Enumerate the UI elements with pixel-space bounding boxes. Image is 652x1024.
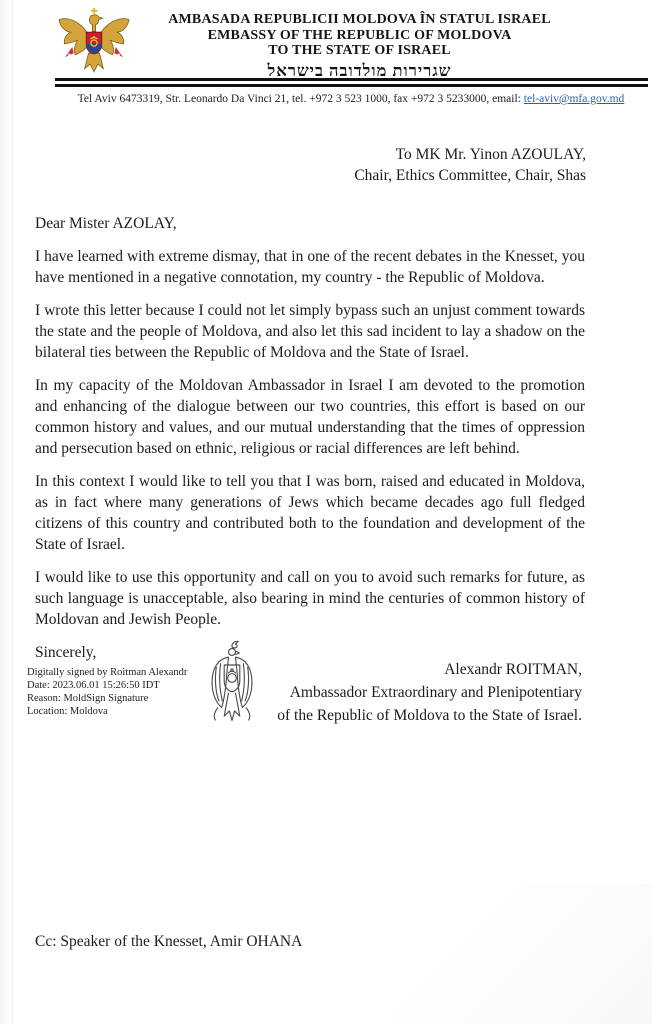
signature-title-1: Ambassador Extraordinary and Plenipotentiary: [289, 684, 582, 701]
body-paragraph: I wrote this letter because I could not let simply bypass such an unjust comment towards the state and the people of Moldova, and also let this sad incident to lay a shadow on the bilateral ties between the Republic of Moldova and the State of Israel.: [35, 302, 585, 361]
recipient-block: [354, 144, 586, 186]
scan-edge: [0, 0, 13, 1024]
body-paragraph: In my capacity of the Moldovan Ambassador in Israel I am devoted to the promotion and enhancing of the dialogue between our two countries, this effort is based on our common history and values, and our mutual understanding that the times of oppression and persecution based on ethnic, religious or racial differences are left behind.: [35, 377, 585, 457]
scan-tint: [392, 884, 652, 1024]
digsig-line-2: Date: 2023.06.01 15:26:50 IDT: [27, 680, 160, 691]
signature-name: Alexandr ROITMAN,: [444, 661, 582, 678]
signature-title-2: of the Republic of Moldova to the State of Israel.: [277, 707, 582, 724]
body-paragraph: I would like to use this opportunity and call on you to avoid such remarks for future, as such language is unacceptable, also bearing in mind the centuries of common history of Moldovan and Jewish People.: [35, 569, 585, 628]
email-link[interactable]: tel-aviv@mfa.gov.md: [523, 93, 625, 105]
header-line-en2: TO THE STATE OF ISRAEL: [268, 43, 451, 58]
closing: Sincerely,: [35, 644, 97, 661]
digsig-line-4: Location: Moldova: [27, 706, 108, 717]
contact-line: [58, 92, 644, 106]
header-line-hebrew: שגרירות מולדובה בישראל: [267, 60, 452, 80]
cc-line: Cc: Speaker of the Knesset, Amir OHANA: [35, 933, 303, 950]
body-paragraph: I have learned with extreme dismay, that in one of the recent debates in the Knesset, you have mentioned in a negative connotation, my country - the Republic of Moldova.: [35, 248, 585, 286]
digsig-line-1: Digitally signed by Roitman Alexandr: [27, 667, 188, 678]
recipient-line-1: To MK Mr. Yinon AZOULAY,: [395, 146, 586, 163]
letter-body: [35, 213, 585, 675]
double-rule: [55, 78, 648, 87]
signature-block: [277, 658, 582, 727]
digital-signature-block: [27, 666, 187, 718]
moldova-stamp-icon: [206, 637, 258, 732]
recipient-line-2: Chair, Ethics Committee, Chair, Shas: [354, 167, 586, 184]
body-paragraph: In this context I would like to tell you that I was born, raised and educated in Moldova, as in fact where many generations of Jews which became decades ago full fledged citizens of this country and contributed both to the foundation and development of the State of Israel.: [35, 473, 585, 553]
header-line-en1: EMBASSY OF THE REPUBLIC OF MOLDOVA: [207, 27, 512, 43]
header-line-ro: AMBASADA REPUBLICII MOLDOVA ÎN STATUL ISRAEL: [168, 12, 551, 27]
contact-text: Tel Aviv 6473319, Str. Leonardo Da Vinci 21, tel. +972 3 523 1000, fax +972 3 5233000, email:: [77, 93, 524, 105]
digsig-line-3: Reason: MoldSign Signature: [27, 693, 149, 704]
salutation: Dear Mister AZOLAY,: [35, 215, 177, 232]
embassy-header: [112, 12, 607, 81]
